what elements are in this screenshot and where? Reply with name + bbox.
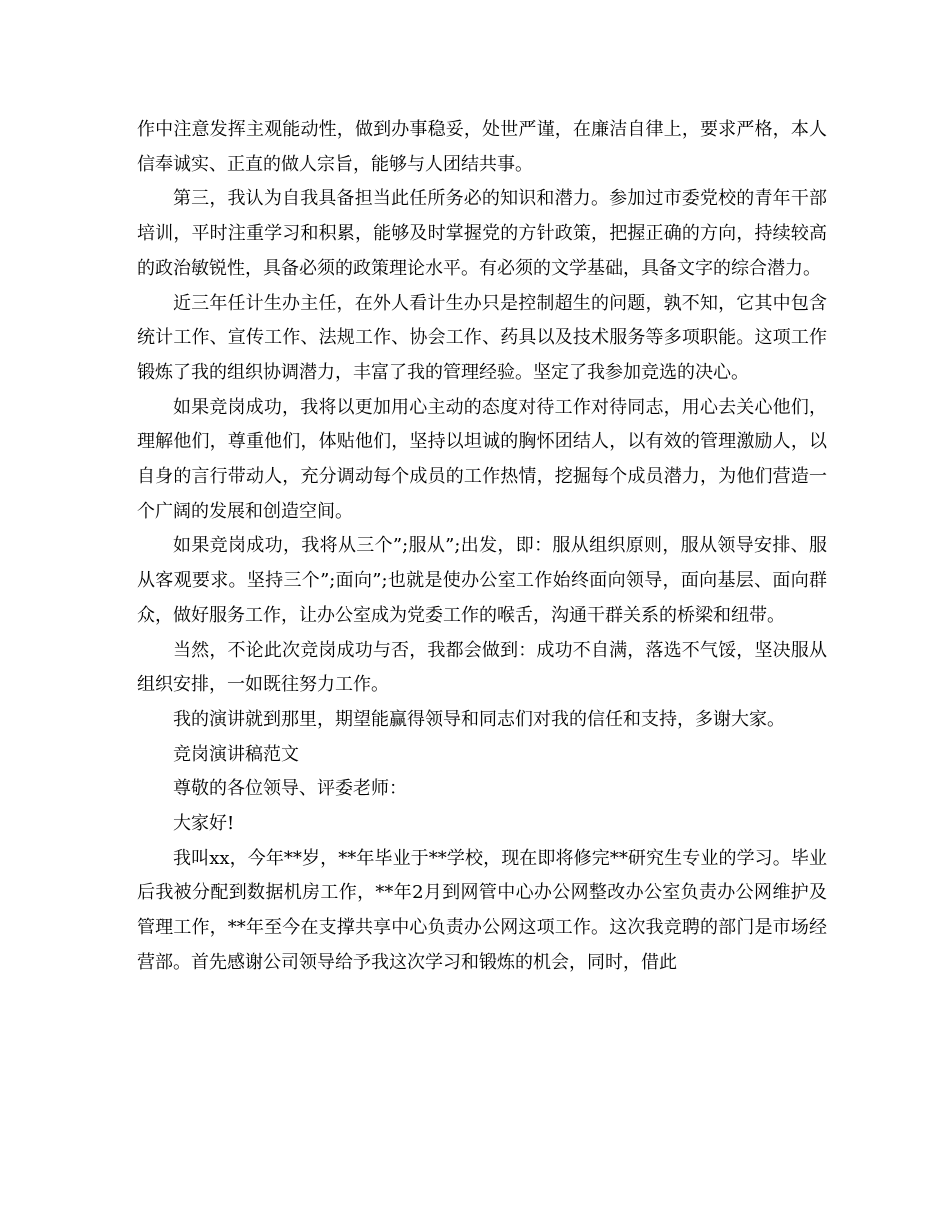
document-body: [137, 113, 827, 981]
paragraph-1: 作中注意发挥主观能动性，做到办事稳妥，处世严谨，在廉洁自律上，要求严格，本人信奉诚实、正直的做人宗旨，能够与人团结共事。: [137, 119, 827, 175]
paragraph-4: 如果竞岗成功，我将以更加用心主动的态度对待工作对待同志，用心去关心他们，理解他们，尊重他们，体贴他们，坚持以坦诚的胸怀团结人，以有效的管理激励人，以自身的言行带动人，充分调动每个成员的工作热情，挖掘每个成员潜力，为他们营造一个广阔的发展和创造空间。: [137, 396, 827, 522]
paragraph-11: 我叫xx，今年**岁，**年毕业于**学校，现在即将修完**研究生专业的学习。毕业后我被分配到数据机房工作，**年2月到网管中心办公网整改办公室负责办公网维护及管理工作，**年至今在支撑共享中心负责办公网这项工作。这次我竞聘的部门是市场经营部。首先感谢公司领导给予我这次学习和锻炼的机会，同时，借此: [137, 847, 827, 973]
section-title: 竞岗演讲稿范文: [173, 743, 299, 765]
paragraph-6: 当然，不论此次竞岗成功与否，我都会做到：成功不自满，落选不气馁，坚决服从组织安排，一如既往努力工作。: [137, 639, 827, 696]
paragraph-2: 第三，我认为自我具备担当此任所务必的知识和潜力。参加过市委党校的青年干部培训，平时注重学习和积累，能够及时掌握党的方针政策，把握正确的方向，持续较高的政治敏锐性，具备必须的政策理论水平。有必须的文学基础，具备文字的综合潜力。: [137, 188, 827, 279]
paragraph-5: 如果竞岗成功，我将从三个”;服从”;出发，即：服从组织原则，服从领导安排、服从客观要求。坚持三个”;面向”;也就是使办公室工作始终面向领导，面向基层、面向群众，做好服务工作，让办公室成为党委工作的喉舌，沟通干群关系的桥梁和纽带。: [137, 535, 827, 626]
paragraph-7: 我的演讲就到那里，期望能赢得领导和同志们对我的信任和支持，多谢大家。: [173, 708, 785, 730]
paragraph-3: 近三年任计生办主任，在外人看计生办只是控制超生的问题，孰不知，它其中包含统计工作、宣传工作、法规工作、协会工作、药具以及技术服务等多项职能。这项工作锻炼了我的组织协调潜力，丰富了我的管理经验。坚定了我参加竞选的决心。: [137, 292, 827, 383]
greeting: 大家好!: [173, 813, 235, 835]
salutation: 尊敬的各位领导、评委老师：: [173, 778, 407, 800]
